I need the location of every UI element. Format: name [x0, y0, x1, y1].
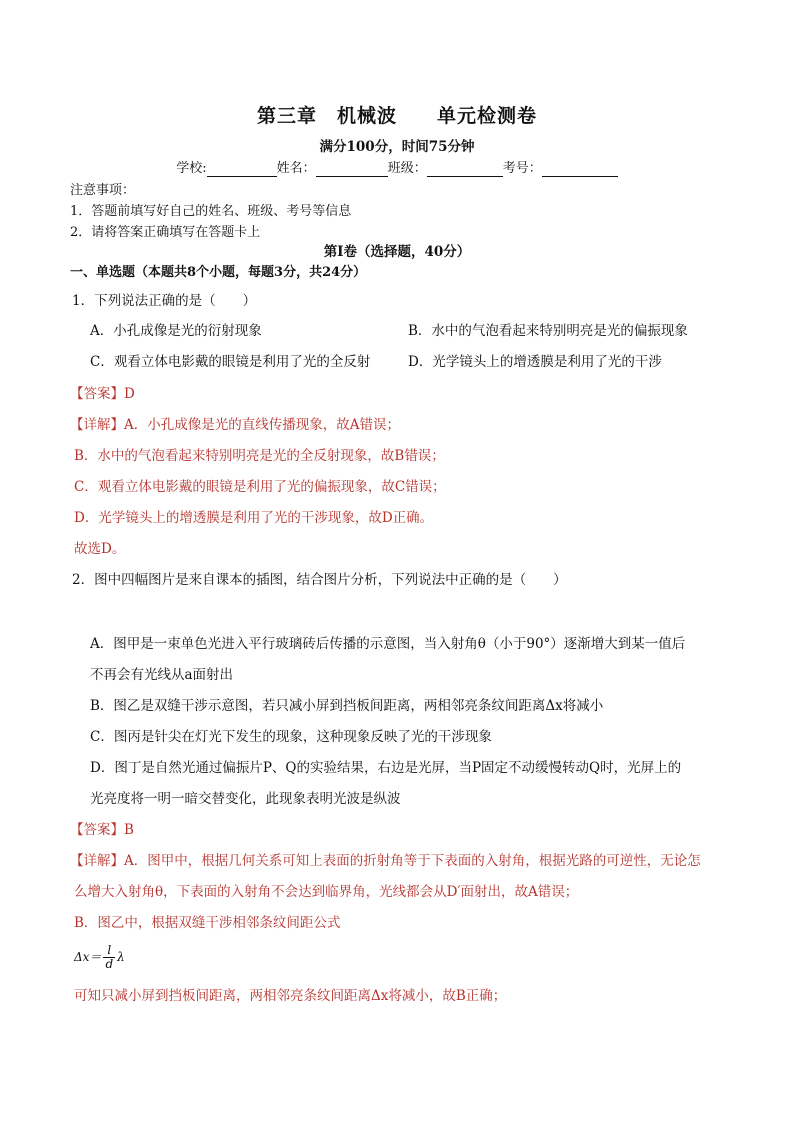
- formula-fraction: [103, 944, 115, 971]
- note-item-2: 2．请将答案正确填写在答题卡上: [70, 225, 261, 240]
- notes-heading: 注意事项：: [70, 183, 136, 198]
- page-title: 第三章 机械波 单元检测卷: [256, 105, 537, 127]
- q2-detail-4: 可知只减小屏到挡板间距离，两相邻亮条纹间距离Δx将减小，故B正确；: [74, 988, 507, 1004]
- q1-detail-4: D．光学镜头上的增透膜是利用了光的干涉现象，故D正确。: [74, 510, 434, 526]
- q2-detail-tag: 【详解】: [70, 853, 124, 869]
- q2-detail-2: 么增大入射角θ，下表面的入射角不会达到临界角，光线都会从D′面射出，故A错误；: [74, 884, 579, 900]
- class-blank[interactable]: [427, 162, 503, 177]
- q2-formula: [74, 944, 125, 971]
- q2-detail-text-1: A．图甲中，根据几何关系可知上表面的折射角等于下表面的入射角，根据光路的可逆性，无论怎: [124, 853, 701, 869]
- q2-option-b: B．图乙是双缝干涉示意图，若只减小屏到挡板间距离，两相邻亮条纹间距离Δx将减小: [90, 698, 604, 714]
- q1-option-b: B．水中的气泡看起来特别明亮是光的偏振现象: [408, 323, 688, 339]
- page-subtitle: 满分100分，时间75分钟: [319, 139, 475, 155]
- q2-detail-1: [70, 853, 701, 869]
- q1-detail-3: C．观看立体电影戴的眼镜是利用了光的偏振现象，故C错误；: [74, 479, 446, 495]
- q1-detail-2: B．水中的气泡看起来特别明亮是光的全反射现象，故B错误；: [74, 448, 445, 464]
- formula-lhs: Δx＝: [74, 950, 102, 965]
- section-title: 第I卷（选择题，40分）: [323, 244, 471, 260]
- q1-stem: 1．下列说法正确的是（ ）: [72, 293, 257, 309]
- q2-answer-tag: 【答案】: [70, 822, 124, 838]
- student-info-row: [0, 161, 794, 177]
- q1-detail-tag: 【详解】: [70, 417, 124, 433]
- q2-option-a-line1: A．图甲是一束单色光进入平行玻璃砖后传播的示意图，当入射角θ（小于90°）逐渐增大到某一值后: [90, 636, 686, 652]
- part-heading: 一、单选题（本题共8个小题，每题3分，共24分）: [70, 265, 367, 280]
- q1-detail-1: [70, 417, 400, 433]
- name-label: 姓名：: [276, 161, 316, 176]
- q2-option-d-line1: D．图丁是自然光通过偏振片P、Q的实验结果，右边是光屏，当P固定不动缓慢转动Q时，光屏上的: [90, 760, 682, 776]
- q2-answer: [70, 822, 134, 838]
- q1-answer-value: D: [124, 386, 135, 402]
- q2-option-c: C．图丙是针尖在灯光下发生的现象，这种现象反映了光的干涉现象: [90, 729, 492, 745]
- class-label: 班级：: [387, 161, 427, 176]
- exam-no-blank[interactable]: [542, 162, 618, 177]
- q1-option-d: D．光学镜头上的增透膜是利用了光的干涉: [408, 354, 662, 370]
- note-item-1: 1．答题前填写好自己的姓名、班级、考号等信息: [70, 204, 352, 219]
- formula-numerator: l: [103, 944, 115, 958]
- school-label: 学校:: [176, 161, 207, 176]
- q2-stem: 2．图中四幅图片是来自课本的插图，结合图片分析，下列说法中正确的是（ ）: [72, 572, 567, 588]
- q1-answer: [70, 386, 135, 402]
- q1-option-c: C．观看立体电影戴的眼镜是利用了光的全反射: [90, 354, 371, 370]
- name-blank[interactable]: [316, 162, 388, 177]
- q2-option-d-line2: 光亮度将一明一暗交替变化，此现象表明光波是纵波: [90, 791, 401, 807]
- q1-answer-tag: 【答案】: [70, 386, 124, 402]
- exam-no-label: 考号：: [502, 161, 542, 176]
- q2-answer-value: B: [124, 822, 134, 838]
- school-blank[interactable]: [207, 162, 277, 177]
- q2-detail-3: B．图乙中，根据双缝干涉相邻条纹间距公式: [74, 915, 341, 931]
- formula-rhs: λ: [117, 950, 125, 965]
- q1-option-a: A．小孔成像是光的衍射现象: [90, 323, 262, 339]
- formula-denominator: d: [105, 957, 114, 972]
- q2-option-a-line2: 不再会有光线从a面射出: [90, 667, 234, 683]
- q1-detail-5: 故选D。: [74, 541, 126, 557]
- q1-detail-text-1: A．小孔成像是光的直线传播现象，故A错误；: [124, 417, 400, 433]
